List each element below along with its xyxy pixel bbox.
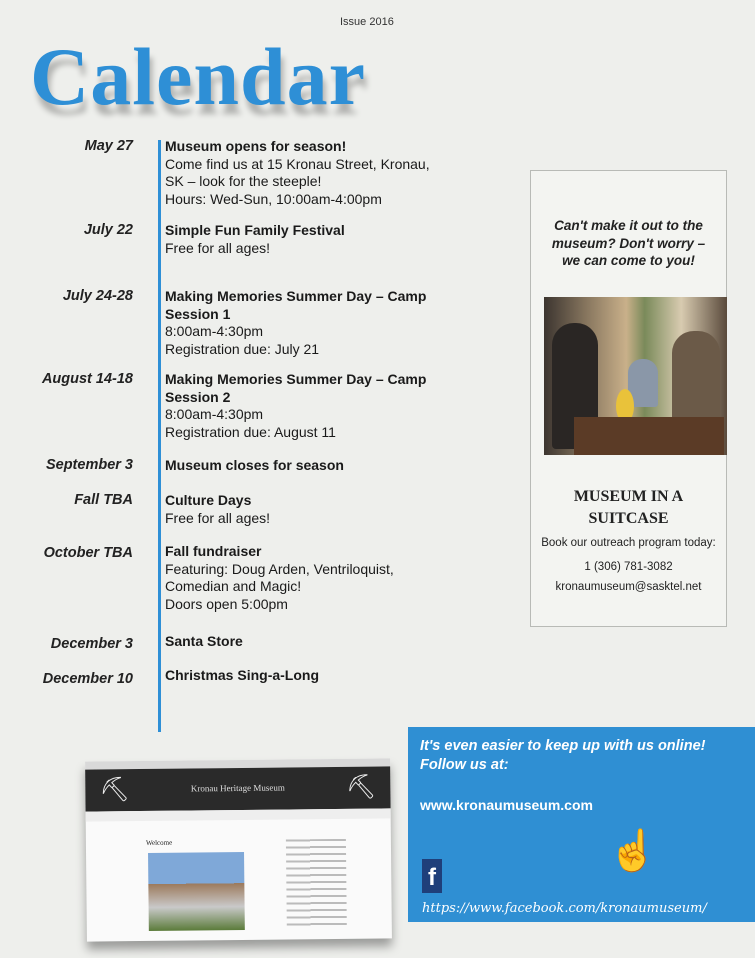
event-detail: Featuring: Doug Arden, Ventriloquist, <box>165 560 394 577</box>
event-item <box>165 371 426 441</box>
event-date: August 14-18 <box>41 371 133 387</box>
event-item <box>165 543 394 613</box>
question-line: we can come to you! <box>562 253 695 268</box>
facebook-link[interactable]: https://www.facebook.com/kronaumuseum/ <box>422 901 707 916</box>
event-item <box>165 138 430 208</box>
facebook-icon[interactable]: f <box>422 859 442 893</box>
event-detail: Free for all ages! <box>165 239 271 256</box>
event-heading-session: Session 2 <box>165 388 231 405</box>
event-heading: Simple Fun Family Festival <box>165 222 345 238</box>
suitcase-card <box>530 170 727 627</box>
event-detail: Comedian and Magic! <box>165 578 302 594</box>
page-title: Calendar <box>30 31 366 122</box>
event-detail: Free for all ages! <box>165 509 271 526</box>
event-date: December 10 <box>42 671 133 687</box>
online-panel <box>408 727 755 922</box>
event-detail: Come find us at 15 Kronau Street, Kronau, <box>165 155 430 172</box>
event-item <box>165 457 344 475</box>
event-heading: Culture Days <box>165 492 252 508</box>
site-church-image <box>148 852 245 931</box>
suitcase-phone: 1 (306) 781-3082 <box>584 561 673 573</box>
event-detail: SK – look for the steeple! <box>165 173 322 189</box>
suitcase-email[interactable]: kronaumuseum@sasktel.net <box>555 581 702 593</box>
event-heading: Museum opens for season! <box>165 138 347 154</box>
event-date: Fall TBA <box>74 492 133 508</box>
event-date: September 3 <box>45 457 133 473</box>
website-screenshot <box>85 758 392 941</box>
online-lead <box>420 737 705 775</box>
suitcase-title-line: SUITCASE <box>588 510 669 527</box>
event-date: October TBA <box>43 545 133 561</box>
online-lead-line: Follow us at: <box>420 757 509 773</box>
event-detail: Doors open 5:00pm <box>165 595 288 612</box>
event-detail: 8:00am-4:30pm <box>165 406 264 422</box>
site-welcome: Welcome <box>145 838 173 847</box>
timeline-line <box>158 140 161 732</box>
question-line: museum? Don't worry – <box>551 235 706 251</box>
event-item <box>165 288 426 358</box>
plow-icon: ⛏ <box>345 773 377 801</box>
event-heading: Fall fundraiser <box>165 543 262 559</box>
event-item <box>165 667 319 685</box>
event-heading: Christmas Sing-a-Long <box>165 667 320 683</box>
event-detail: Registration due: July 21 <box>165 340 320 357</box>
event-date: July 22 <box>83 222 133 238</box>
suitcase-photo <box>544 297 727 455</box>
question-line: Can't make it out to the <box>554 218 703 233</box>
event-date: May 27 <box>84 138 133 154</box>
event-heading: Making Memories Summer Day – Camp <box>165 371 427 387</box>
event-detail: Hours: Wed-Sun, 10:00am-4:00pm <box>165 190 382 207</box>
event-item <box>165 492 270 527</box>
event-heading: Santa Store <box>165 633 243 649</box>
event-heading: Making Memories Summer Day – Camp <box>165 288 427 304</box>
pointing-hand-icon: ☝ <box>608 829 658 873</box>
event-heading-session: Session 1 <box>165 305 231 322</box>
event-item <box>165 222 345 257</box>
event-detail: 8:00am-4:30pm <box>165 323 264 339</box>
event-item <box>165 633 243 651</box>
suitcase-title <box>531 486 726 530</box>
plow-icon: ⛏ <box>99 776 130 804</box>
event-date: December 3 <box>50 636 133 652</box>
suitcase-question <box>531 217 726 270</box>
online-lead-line: It's even easier to keep up with us online! <box>420 738 706 754</box>
event-detail: Registration due: August 11 <box>165 423 336 440</box>
suitcase-title-line: MUSEUM IN A <box>573 488 684 505</box>
issue-label: Issue 2016 <box>340 16 394 28</box>
site-title: Kronau Heritage Museum <box>190 782 285 794</box>
event-heading: Museum closes for season <box>165 457 344 473</box>
event-date: July 24-28 <box>62 288 133 304</box>
website-link[interactable]: www.kronaumuseum.com <box>420 797 593 813</box>
suitcase-cta: Book our outreach program today: <box>541 537 716 549</box>
